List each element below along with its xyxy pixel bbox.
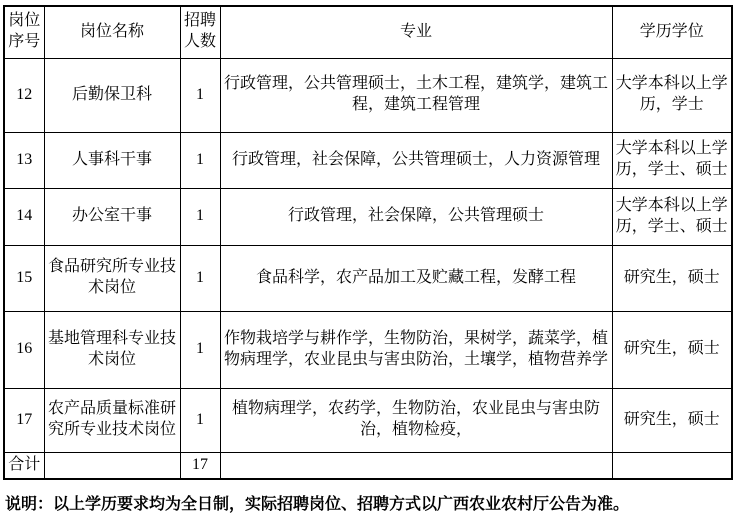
header-headcount: 招聘人数 — [180, 6, 220, 58]
cell-position-name: 基地管理科专业技术岗位 — [44, 311, 180, 388]
cell-headcount: 1 — [180, 388, 220, 452]
cell-degree: 研究生，硕士 — [612, 388, 732, 452]
header-position-no: 岗位序号 — [4, 6, 44, 58]
cell-position-no: 17 — [4, 388, 44, 452]
cell-degree: 大学本科以上学历，学士、硕士 — [612, 188, 732, 245]
table-row — [4, 132, 732, 188]
cell-position-no: 16 — [4, 311, 44, 388]
header-majors: 专业 — [220, 6, 612, 58]
cell-position-name: 后勤保卫科 — [44, 58, 180, 132]
cell-majors: 食品科学，农产品加工及贮藏工程，发酵工程 — [220, 245, 612, 311]
total-degree-empty — [612, 452, 732, 479]
cell-majors: 行政管理，社会保障，公共管理硕士，人力资源管理 — [220, 132, 612, 188]
header-position-name: 岗位名称 — [44, 6, 180, 58]
total-label: 合计 — [4, 452, 44, 479]
cell-position-name: 办公室干事 — [44, 188, 180, 245]
cell-degree: 研究生，硕士 — [612, 311, 732, 388]
table-row — [4, 58, 732, 132]
table-row — [4, 188, 732, 245]
cell-position-no: 12 — [4, 58, 44, 132]
cell-degree: 研究生，硕士 — [612, 245, 732, 311]
cell-headcount: 1 — [180, 188, 220, 245]
cell-majors: 植物病理学，农药学，生物防治，农业昆虫与害虫防治，植物检疫， — [220, 388, 612, 452]
cell-majors: 作物栽培学与耕作学，生物防治，果树学，蔬菜学，植物病理学，农业昆虫与害虫防治，土壤学，植物营养学 — [220, 311, 612, 388]
cell-degree: 大学本科以上学历，学士、硕士 — [612, 132, 732, 188]
cell-position-name: 食品研究所专业技术岗位 — [44, 245, 180, 311]
cell-position-no: 14 — [4, 188, 44, 245]
recruitment-table — [3, 5, 733, 480]
total-row — [4, 452, 732, 479]
table-row — [4, 245, 732, 311]
table-row — [4, 311, 732, 388]
total-name-empty — [44, 452, 180, 479]
table-row — [4, 388, 732, 452]
cell-position-no: 13 — [4, 132, 44, 188]
cell-headcount: 1 — [180, 132, 220, 188]
cell-majors: 行政管理，社会保障，公共管理硕士 — [220, 188, 612, 245]
cell-headcount: 1 — [180, 58, 220, 132]
cell-headcount: 1 — [180, 245, 220, 311]
cell-position-name: 农产品质量标准研究所专业技术岗位 — [44, 388, 180, 452]
cell-position-name: 人事科干事 — [44, 132, 180, 188]
header-degree: 学历学位 — [612, 6, 732, 58]
cell-headcount: 1 — [180, 311, 220, 388]
cell-position-no: 15 — [4, 245, 44, 311]
cell-degree: 大学本科以上学历，学士 — [612, 58, 732, 132]
total-majors-empty — [220, 452, 612, 479]
table-header-row — [4, 6, 732, 58]
footnote: 说明：以上学历要求均为全日制，实际招聘岗位、招聘方式以广西农业农村厅公告为准。 — [5, 496, 630, 513]
cell-majors: 行政管理，公共管理硕士，土木工程，建筑学，建筑工程，建筑工程管理 — [220, 58, 612, 132]
total-count: 17 — [180, 452, 220, 479]
